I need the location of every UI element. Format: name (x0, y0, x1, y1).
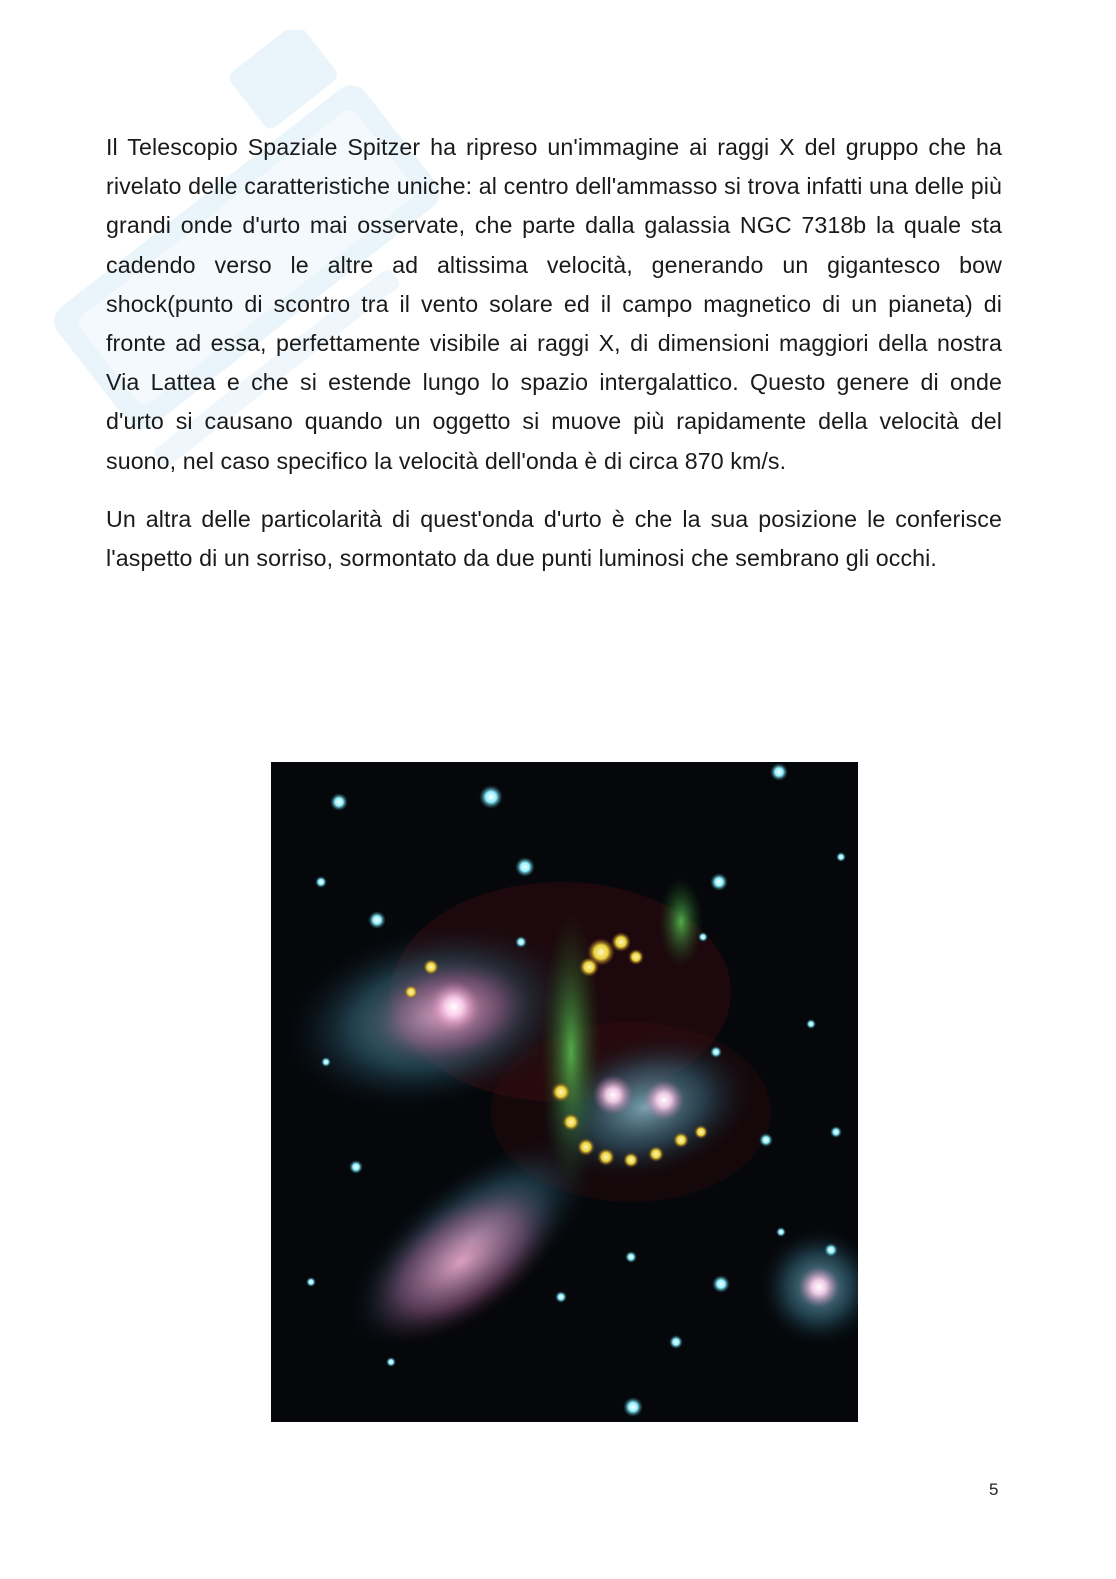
document-body (106, 128, 1002, 597)
stephan-quintet-image (271, 762, 858, 1422)
paragraph-1: Il Telescopio Spaziale Spitzer ha ripreso un'immagine ai raggi X del gruppo che ha rivelato delle caratteristiche uniche: al centro dell'ammasso si trova infatti una delle più grandi onde d'urto mai osservate, che parte dalla galassia NGC 7318b la quale sta cadendo verso le altre ad altissima velocità, generando un gigantesco bow shock(punto di scontro tra il vento solare ed il campo magnetico di un pianeta) di fronte ad essa, perfettamente visibile ai raggi X, di dimensioni maggiori della nostra Via Lattea e che si estende lungo lo spazio intergalattico. Questo genere di onde d'urto si causano quando un oggetto si muove più rapidamente della velocità del suono, nel caso specifico la velocità dell'onda è di circa 870 km/s. (106, 134, 1002, 474)
paragraph-2: Un altra delle particolarità di quest'onda d'urto è che la sua posizione le conferisce l'aspetto di un sorriso, sormontato da due punti luminosi che sembrano gli occhi. (106, 505, 1002, 572)
page-number: 5 (989, 1480, 999, 1499)
